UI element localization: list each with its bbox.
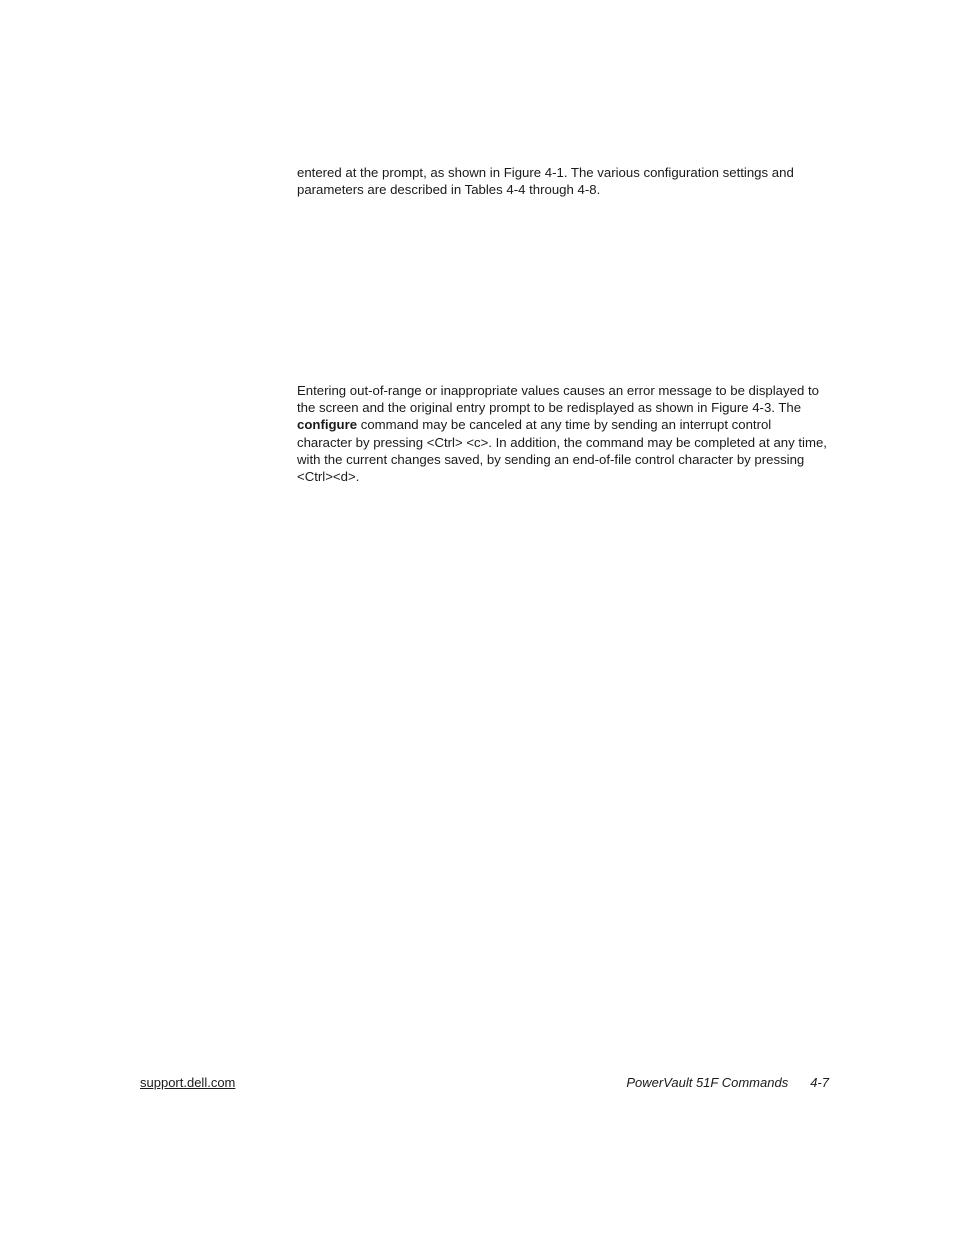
support-link[interactable]: support.dell.com: [140, 1075, 236, 1090]
paragraph-error-handling: [297, 382, 829, 485]
footer-title: PowerVault 51F Commands: [626, 1075, 789, 1090]
paragraph-figure-reference: entered at the prompt, as shown in Figure 4-1. The various configuration settings and parameters are described in Tables 4-4 through 4-8.: [297, 165, 794, 198]
page-number: 4-7: [810, 1075, 829, 1090]
page-footer: [626, 1074, 829, 1091]
paragraph-text-before: Entering out-of-range or inappropriate values causes an error message to be displayed to the screen and the original entry prompt to be redisplayed as shown in Figure 4-3. The: [297, 383, 819, 416]
configure-command-term: configure: [297, 417, 358, 433]
paragraph-text-after: command may be canceled at any time by sending an interrupt control character by pressing <Ctrl> <c>. In addition, the command may be completed at any time, with the current changes saved, by sending an end-of-file control character by pressing <Ctrl><d>.: [297, 417, 827, 485]
